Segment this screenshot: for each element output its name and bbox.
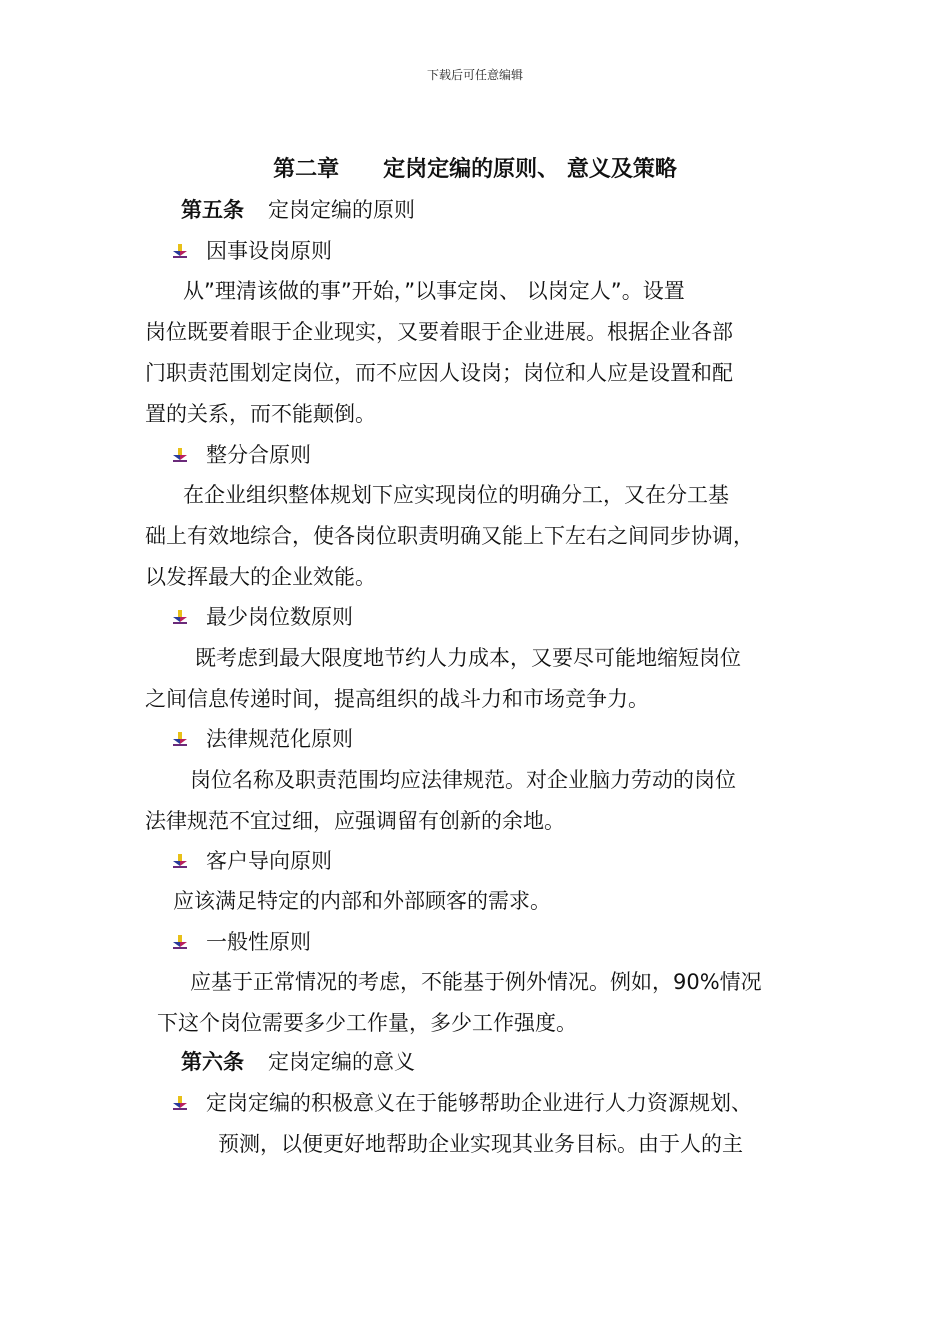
section-heading: 客户导向原则 — [206, 849, 332, 873]
paragraph-line: 置的关系，而不能颠倒。 — [145, 402, 376, 426]
article-5-label: 第五条 — [181, 198, 244, 222]
paragraph-line: 岗位名称及职责范围均应法律规范。对企业脑力劳动的岗位 — [190, 768, 736, 792]
section-heading: 最少岗位数原则 — [206, 605, 353, 629]
article-5-heading: 定岗定编的原则 — [268, 198, 415, 222]
section-heading: 因事设岗原则 — [206, 239, 332, 263]
article-6 — [181, 1048, 415, 1076]
bullet-icon — [173, 448, 187, 462]
paragraph-line: 预测，以便更好地帮助企业实现其业务目标。由于人的主 — [218, 1132, 743, 1156]
paragraph-line: 之间信息传递时间，提高组织的战斗力和市场竞争力。 — [145, 687, 649, 711]
chapter-title: 第二章 定岗定编的原则、 意义及策略 — [273, 157, 677, 182]
paragraph-line: 以发挥最大的企业效能。 — [145, 565, 376, 589]
bullet-icon — [173, 244, 187, 258]
paragraph-line: 应基于正常情况的考虑，不能基于例外情况。例如，90%情况 — [190, 970, 762, 994]
section-heading: 一般性原则 — [206, 930, 311, 954]
paragraph-line: 定岗定编的积极意义在于能够帮助企业进行人力资源规划、 — [206, 1091, 752, 1115]
section-heading: 整分合原则 — [206, 443, 311, 467]
bullet-icon — [173, 610, 187, 624]
paragraph-line: 在企业组织整体规划下应实现岗位的明确分工，又在分工基 — [183, 483, 729, 507]
paragraph-line: 既考虑到最大限度地节约人力成本，又要尽可能地缩短岗位 — [195, 646, 741, 670]
bullet-icon — [173, 854, 187, 868]
bullet-icon — [173, 732, 187, 746]
paragraph-line: 岗位既要着眼于企业现实，又要着眼于企业进展。根据企业各部 — [145, 320, 733, 344]
bullet-icon — [173, 935, 187, 949]
article-5 — [181, 196, 415, 224]
paragraph-line: 础上有效地综合，使各岗位职责明确又能上下左右之间同步协调， — [145, 524, 754, 548]
paragraph-line: 下这个岗位需要多少工作量，多少工作强度。 — [157, 1011, 577, 1035]
paragraph-line: 门职责范围划定岗位，而不应因人设岗；岗位和人应是设置和配 — [145, 361, 733, 385]
page-header: 下载后可任意编辑 — [426, 68, 523, 82]
article-6-label: 第六条 — [181, 1050, 244, 1074]
article-6-heading: 定岗定编的意义 — [268, 1050, 415, 1074]
paragraph-line: 从”理清该做的事”开始，”以事定岗、 以岗定人”。设置 — [183, 279, 685, 303]
paragraph-line: 应该满足特定的内部和外部顾客的需求。 — [173, 889, 551, 913]
section-heading: 法律规范化原则 — [206, 727, 353, 751]
bullet-icon — [173, 1096, 187, 1110]
paragraph-line: 法律规范不宜过细，应强调留有创新的余地。 — [145, 809, 565, 833]
